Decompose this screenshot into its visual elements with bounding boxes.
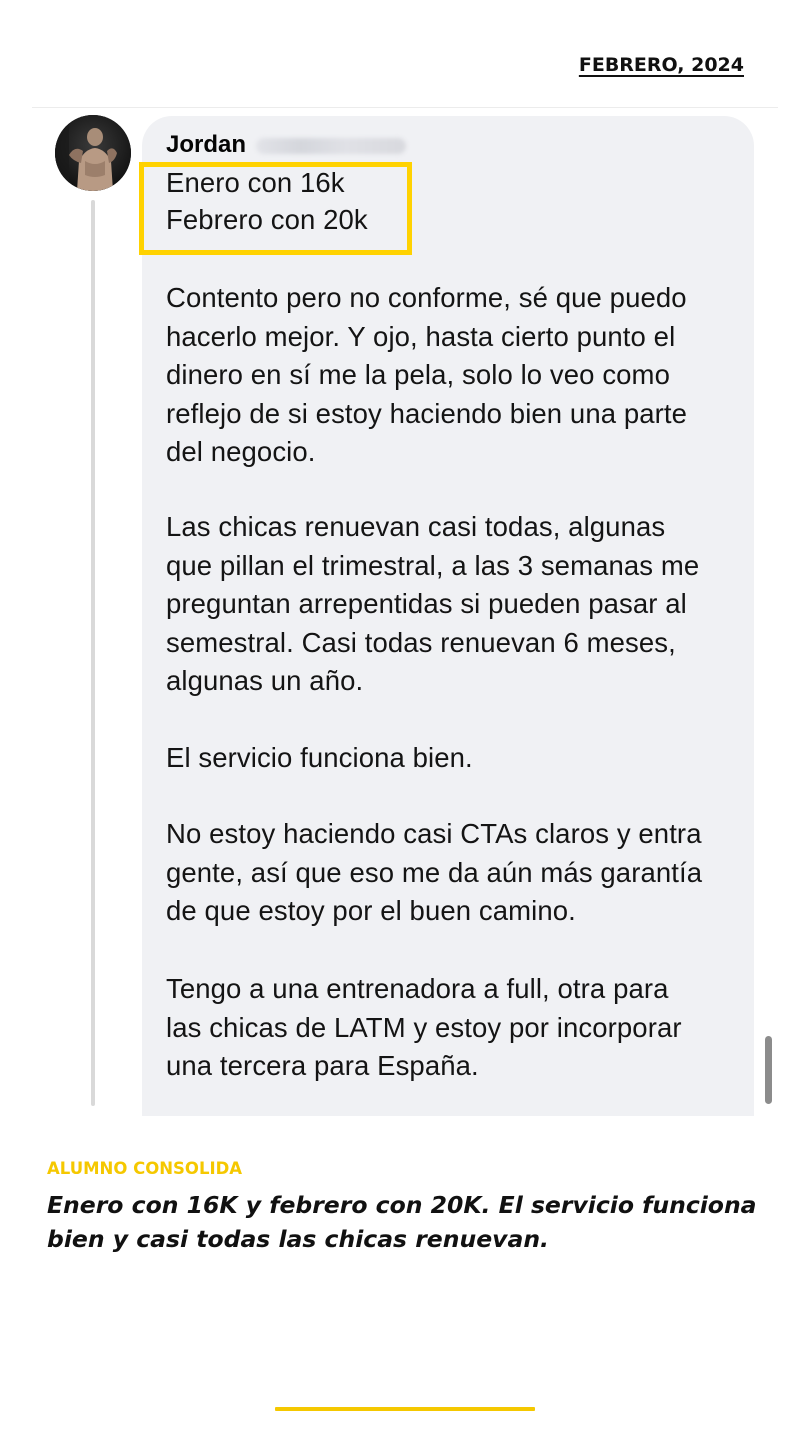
comment-line: hacerlo mejor. Y ojo, hasta cierto punto el	[166, 320, 676, 352]
comment-line: Tengo a una entrenadora a full, otra para	[166, 973, 669, 1004]
comment-line: Enero con 16k	[166, 167, 345, 198]
comment-line: una tercera para España.	[166, 1050, 479, 1081]
comment-line: gente, así que eso me da aún más garantía	[166, 856, 703, 888]
comment-line: algunas un año.	[166, 665, 364, 696]
user-avatar-photo-icon	[55, 115, 131, 191]
date-label: FEBRERO, 2024	[578, 54, 744, 76]
comment-line: Las chicas renuevan casi todas, algunas	[166, 511, 666, 542]
caption-text: Enero con 16K y febrero con 20K. El servicio funciona bien y casi todas las chicas renuevan.	[47, 1191, 757, 1253]
scrollbar[interactable]	[765, 1036, 772, 1104]
blurred-surname	[256, 138, 406, 154]
comment-author[interactable]: Jordan	[166, 131, 247, 158]
comment-line: No estoy haciendo casi CTAs claros y entra	[166, 818, 702, 849]
top-divider	[32, 107, 778, 108]
bottom-accent-bar	[275, 1407, 535, 1411]
avatar[interactable]	[55, 115, 131, 191]
comment-line: del negocio.	[166, 436, 316, 467]
comment-line: reflejo de si estoy haciendo bien una parte	[166, 397, 688, 429]
comment-line: Contento pero no conforme, sé que puedo	[166, 282, 687, 313]
comment-line: que pillan el trimestral, a las 3 semanas me	[166, 549, 700, 581]
comment-line: semestral. Casi todas renuevan 6 meses,	[166, 626, 676, 658]
comment-line: preguntan arrepentidas si pueden pasar al	[166, 588, 687, 619]
comment-line: El servicio funciona bien.	[166, 742, 473, 773]
comment-line: Febrero con 20k	[166, 204, 368, 235]
caption-label: ALUMNO CONSOLIDA	[47, 1159, 243, 1178]
comment-line: de que estoy por el buen camino.	[166, 895, 576, 926]
comment-line: dinero en sí me la pela, solo lo veo como	[166, 359, 670, 390]
thread-line	[91, 200, 95, 1106]
comment-line: las chicas de LATM y estoy por incorporar	[166, 1011, 682, 1043]
